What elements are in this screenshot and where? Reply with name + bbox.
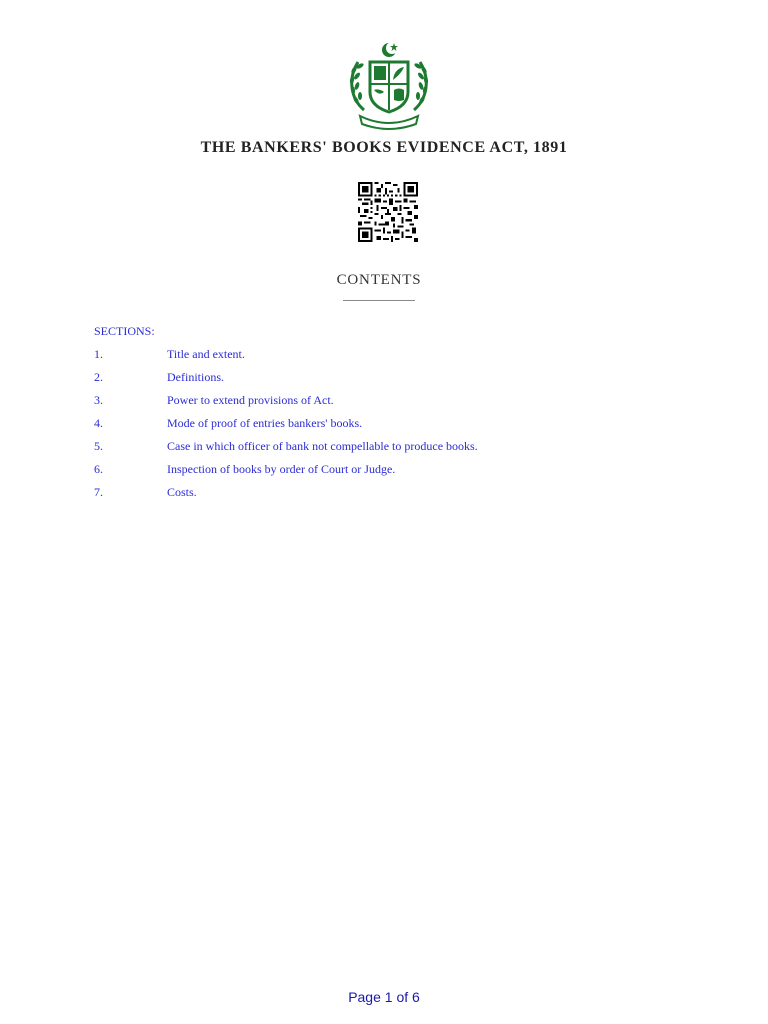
toc-entry-5[interactable] (94, 439, 478, 462)
toc-entry-1[interactable] (94, 347, 478, 370)
section-title[interactable]: Inspection of books by order of Court or Judge. (167, 462, 396, 476)
section-title[interactable]: Mode of proof of entries bankers' books. (167, 416, 363, 430)
qr-code-icon (356, 182, 420, 242)
toc-entry-3[interactable] (94, 393, 478, 416)
section-number: 5. (94, 439, 103, 453)
section-number: 3. (94, 393, 103, 407)
section-title[interactable]: Costs. (167, 485, 197, 499)
section-title[interactable]: Definitions. (167, 370, 224, 384)
section-title[interactable]: Case in which officer of bank not compellable to produce books. (167, 439, 478, 453)
toc-entry-2[interactable] (94, 370, 478, 393)
toc-entry-6[interactable] (94, 462, 478, 485)
section-number: 4. (94, 416, 103, 430)
contents-heading: CONTENTS (336, 272, 422, 288)
section-title[interactable]: Title and extent. (167, 347, 245, 361)
toc-entry-7[interactable] (94, 485, 478, 508)
contents-divider (343, 300, 415, 301)
page-indicator: Page 1 of 6 (348, 989, 420, 1005)
section-number: 6. (94, 462, 103, 476)
state-emblem-icon (346, 40, 432, 130)
section-title[interactable]: Power to extend provisions of Act. (167, 393, 334, 407)
section-number: 1. (94, 347, 103, 361)
sections-label: SECTIONS: (94, 324, 155, 338)
section-number: 7. (94, 485, 103, 499)
section-number: 2. (94, 370, 103, 384)
toc-entry-4[interactable] (94, 416, 478, 439)
table-of-contents (94, 347, 478, 508)
document-title: THE BANKERS' BOOKS EVIDENCE ACT, 1891 (200, 139, 568, 156)
